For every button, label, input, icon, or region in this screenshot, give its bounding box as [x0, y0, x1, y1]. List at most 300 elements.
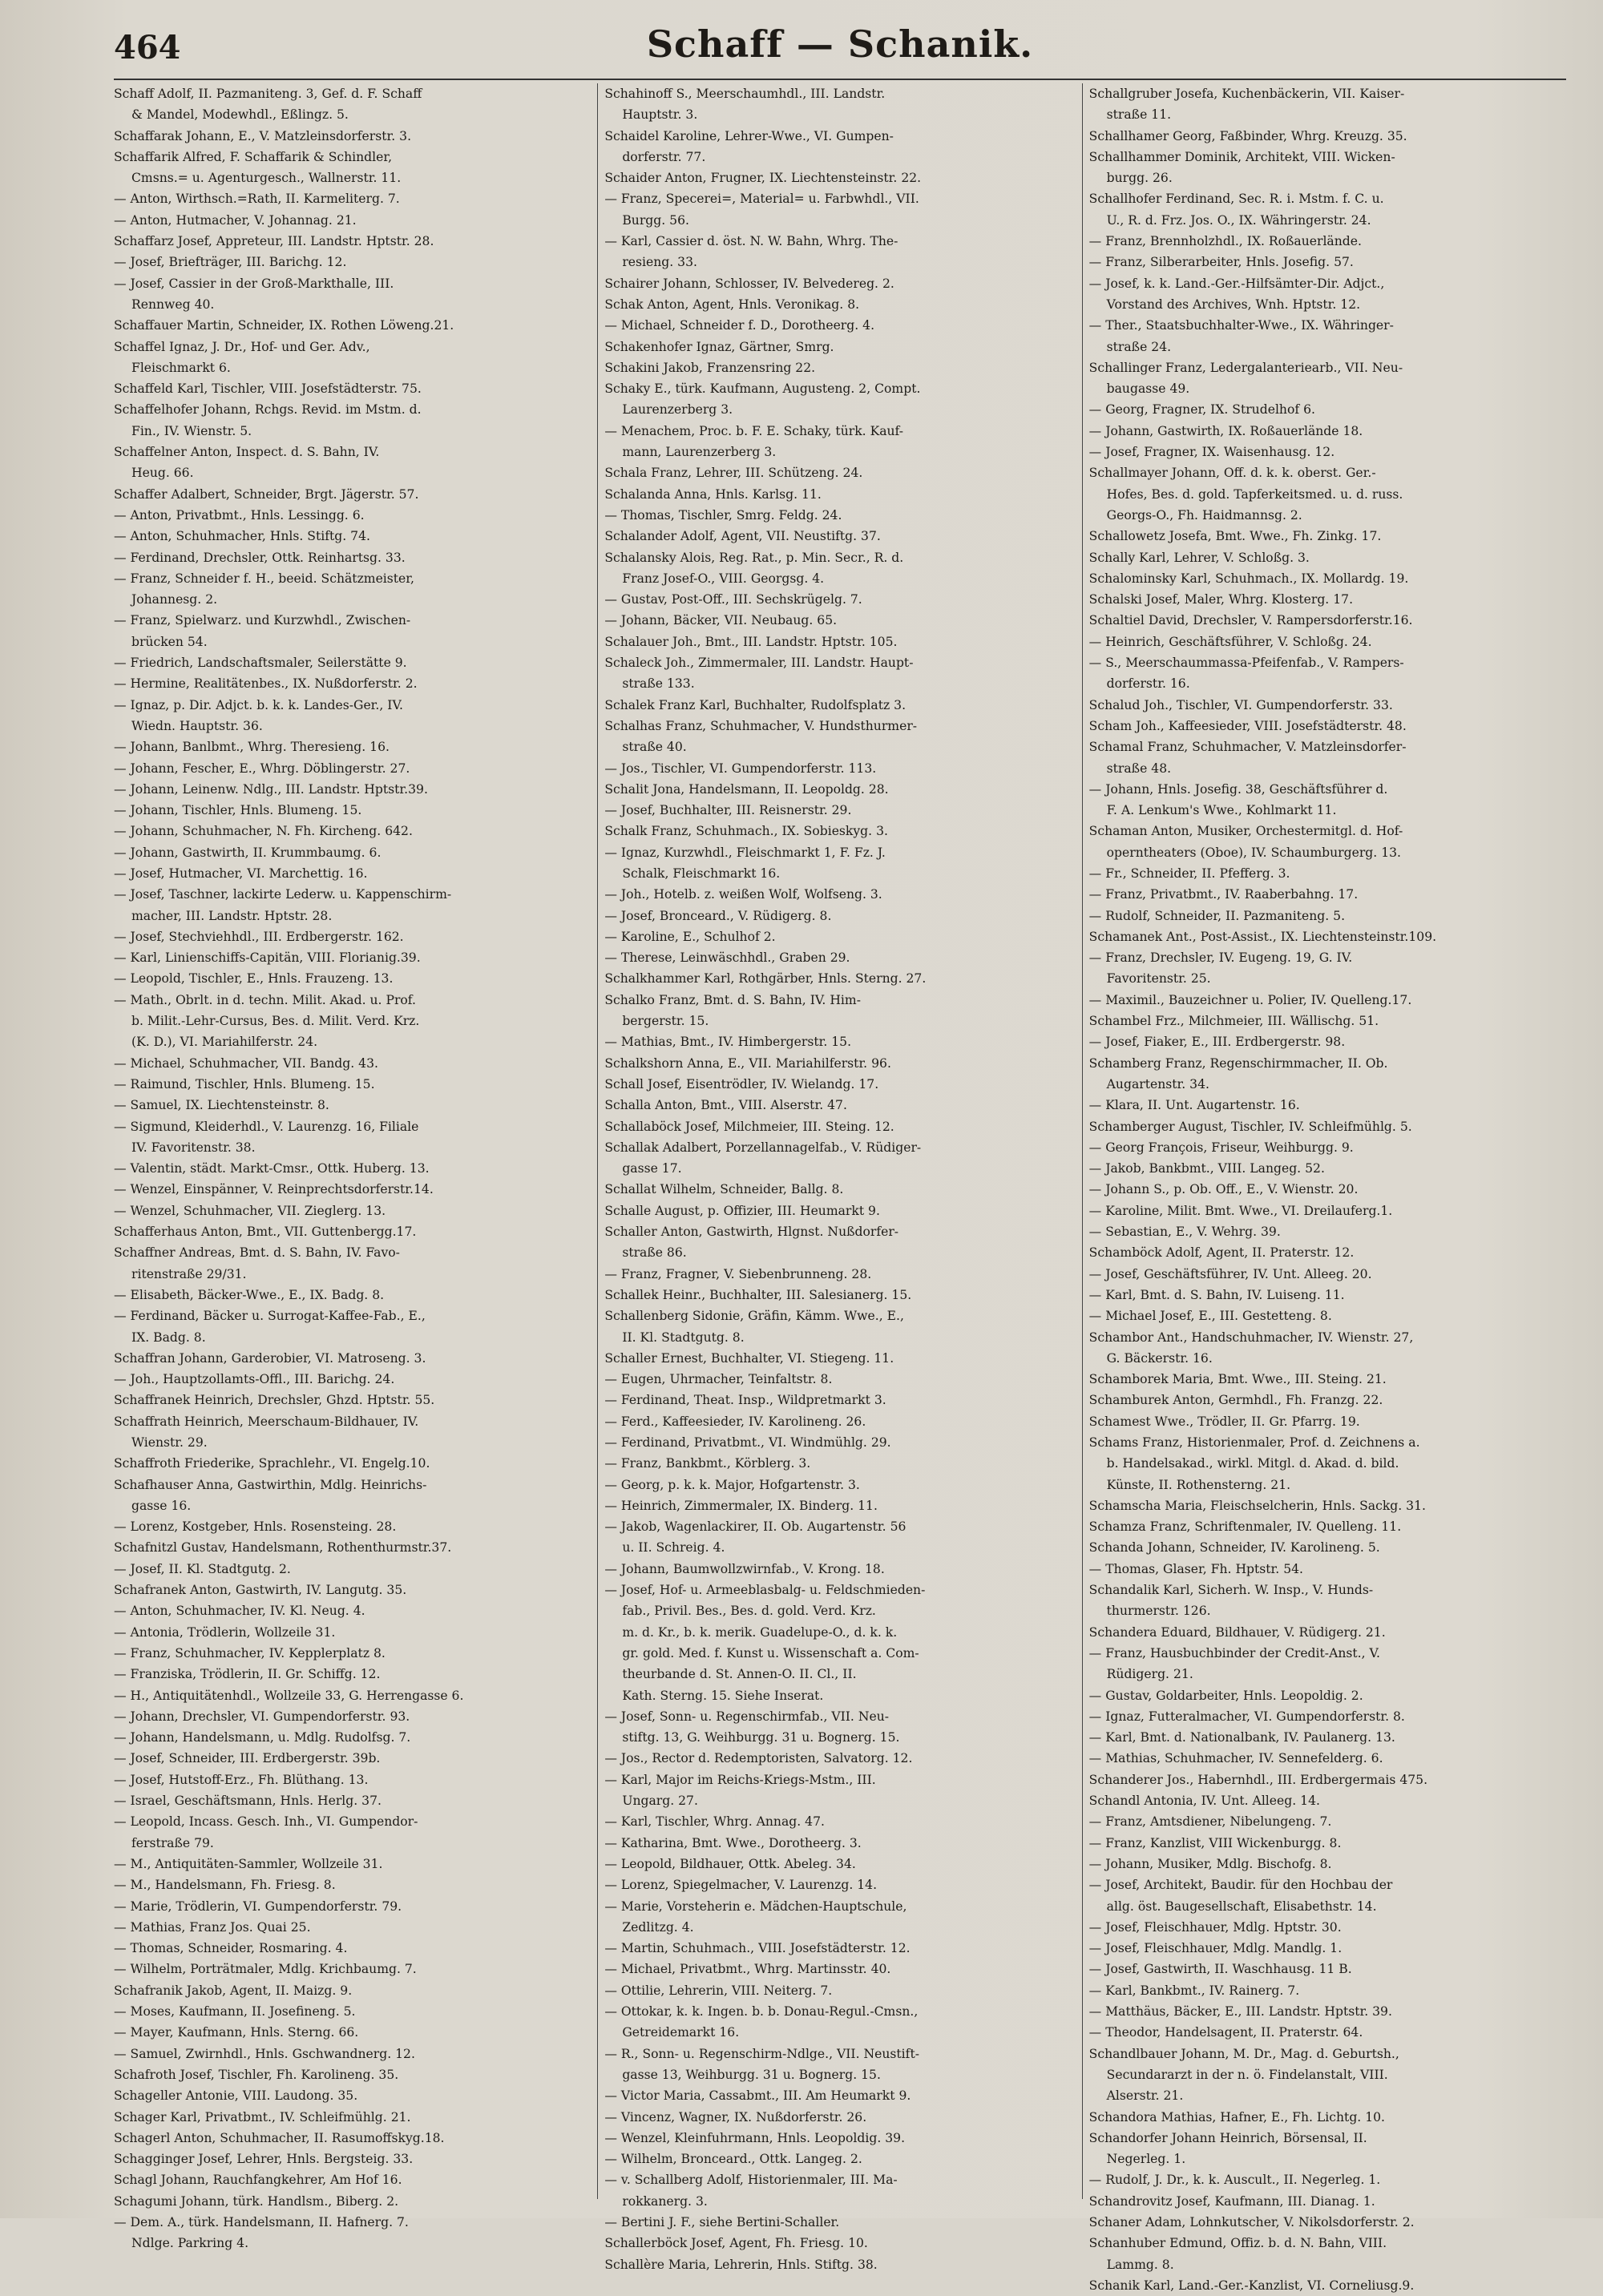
directory-entry-line: — Ferdinand, Bäcker u. Surrogat-Kaffee-Fab., E.,: [114, 1309, 426, 1324]
directory-entry-line: Schamal Franz, Schuhmacher, V. Matzleinsdorfer-: [1088, 740, 1407, 755]
directory-entry-line: (K. D.), VI. Mariahilferstr. 24.: [131, 1035, 318, 1050]
directory-entry-line: — Franz, Drechsler, IV. Eugeng. 19, G. IV.: [1088, 950, 1353, 966]
directory-entry-line: — Wenzel, Schuhmacher, VII. Zieglerg. 13.: [114, 1203, 386, 1218]
directory-entry-line: Zedlitzg. 4.: [622, 1919, 694, 1935]
directory-entry-line: Schallaböck Josef, Milchmeier, III. Steing. 12.: [604, 1119, 894, 1134]
directory-entry-line: Schallat Wilhelm, Schneider, Ballg. 8.: [604, 1182, 844, 1197]
directory-entry-line: Schafranek Anton, Gastwirth, IV. Langutg. 35.: [114, 1583, 407, 1598]
directory-entry-line: Lammg. 8.: [1106, 2257, 1174, 2272]
directory-entry-line: — Georg, p. k. k. Major, Hofgartenstr. 3.: [604, 1477, 860, 1492]
directory-entry-line: Schambor Ant., Handschuhmacher, IV. Wienstr. 27,: [1088, 1330, 1414, 1345]
directory-entry-line: Schallowetz Josefa, Bmt. Wwe., Fh. Zinkg. 17.: [1088, 529, 1382, 544]
directory-entry-line: Schandora Mathias, Hafner, E., Fh. Lichtg. 10.: [1088, 2109, 1386, 2125]
directory-entry-line: Schalko Franz, Bmt. d. S. Bahn, IV. Him-: [604, 992, 861, 1007]
directory-entry-line: — Johann, Fescher, E., Whrg. Döblingerstr. 27.: [114, 761, 410, 776]
directory-entry-line: Schafroth Josef, Tischler, Fh. Karolineng. 35.: [114, 2067, 399, 2082]
directory-entry-line: Schallhofer Ferdinand, Sec. R. i. Mstm. f. C. u.: [1088, 192, 1384, 207]
directory-entry-line: m. d. Kr., b. k. merik. Guadelupe-O., d. k. k.: [622, 1624, 898, 1640]
directory-entry-line: Schanhuber Edmund, Offiz. b. d. N. Bahn, VIII.: [1088, 2236, 1387, 2251]
directory-entry-line: — Josef, Hof- u. Armeeblasbalg- u. Feldschmieden-: [604, 1583, 926, 1598]
directory-entry-line: Schaller Ernest, Buchhalter, VI. Stiegeng. 11.: [604, 1350, 894, 1366]
directory-entry-line: Schandalik Karl, Sicherh. W. Insp., V. Hunds-: [1088, 1583, 1374, 1598]
directory-entry-line: — Karoline, Milit. Bmt. Wwe., VI. Dreilauferg.1.: [1088, 1203, 1393, 1218]
directory-entry-line: — Thomas, Schneider, Rosmaring. 4.: [114, 1941, 348, 1956]
directory-entry-line: Schaman Anton, Musiker, Orchestermitgl. d. Hof-: [1088, 824, 1403, 839]
directory-columns: [114, 83, 1566, 2293]
directory-entry-line: — Theodor, Handelsagent, II. Praterstr. 64.: [1088, 2025, 1363, 2040]
directory-entry-line: Schakenhofer Ignaz, Gärtner, Smrg.: [604, 339, 834, 354]
directory-entry-line: — Gustav, Post-Off., III. Sechskrügelg. 7.: [604, 592, 862, 607]
directory-entry-line: Rennweg 40.: [131, 297, 215, 312]
directory-entry-line: — Ferdinand, Theat. Insp., Wildpretmarkt 3.: [604, 1393, 886, 1408]
directory-entry-line: — Wilhelm, Porträtmaler, Mdlg. Krichbaumg. 7.: [114, 1962, 417, 1977]
directory-entry-line: Schallmayer Johann, Off. d. k. k. oberst. Ger.-: [1088, 466, 1376, 481]
directory-entry-line: — Franz, Silberarbeiter, Hnls. Josefig. 57.: [1088, 255, 1354, 270]
directory-entry-line: — H., Antiquitätenhdl., Wollzeile 33, G. Herrengasse 6.: [114, 1688, 464, 1703]
directory-entry-line: — Johann, Bäcker, VII. Neubaug. 65.: [604, 613, 838, 628]
directory-entry-line: Wienstr. 29.: [131, 1435, 208, 1450]
directory-entry-line: ferstraße 79.: [131, 1835, 214, 1850]
directory-entry-line: — Josef, Geschäftsführer, IV. Unt. Alleeg. 20.: [1088, 1266, 1372, 1281]
directory-entry-line: Schaner Adam, Lohnkutscher, V. Nikolsdorferstr. 2.: [1088, 2214, 1415, 2229]
directory-entry-line: — Josef, II. Kl. Stadtgutg. 2.: [114, 1561, 291, 1576]
directory-entry-line: Schallenberg Sidonie, Gräfin, Kämm. Wwe., E.,: [604, 1309, 904, 1324]
directory-entry-line: dorferstr. 16.: [1106, 676, 1190, 692]
directory-entry-line: — Marie, Vorsteherin e. Mädchen-Hauptschule,: [604, 1899, 907, 1914]
directory-entry-line: — Franz, Schuhmacher, IV. Kepplerplatz 8.: [114, 1645, 386, 1660]
directory-entry-line: Schalit Jona, Handelsmann, II. Leopoldg. 28.: [604, 781, 889, 797]
directory-entry-line: — Dem. A., türk. Handelsmann, II. Hafnerg. 7.: [114, 2214, 409, 2229]
directory-entry-line: — Johann, Drechsler, VI. Gumpendorferstr. 93.: [114, 1709, 410, 1724]
directory-entry-line: Schalle August, p. Offizier, III. Heumarkt 9.: [604, 1203, 880, 1218]
directory-entry-line: — Franz, Fragner, V. Siebenbrunneng. 28.: [604, 1266, 872, 1281]
directory-entry-line: Schandorfer Johann Heinrich, Börsensal, II.: [1088, 2130, 1367, 2145]
directory-entry-line: straße 86.: [622, 1245, 687, 1261]
directory-entry-line: Schaff Adolf, II. Pazmaniteng. 3, Gef. d. F. Schaff: [114, 87, 422, 101]
directory-entry-line: II. Kl. Stadtgutg. 8.: [622, 1330, 745, 1345]
directory-entry-line: — Joh., Hauptzollamts-Offl., III. Barichg. 24.: [114, 1372, 395, 1387]
directory-entry-line: Schanik Karl, Land.-Ger.-Kanzlist, VI. Corneliusg.9.: [1088, 2278, 1415, 2293]
directory-entry-line: — Josef, Stechviehhdl., III. Erdbergerstr. 162.: [114, 929, 404, 944]
directory-entry-line: — Jakob, Bankbmt., VIII. Langeg. 52.: [1088, 1161, 1325, 1176]
directory-entry-line: — Lorenz, Spiegelmacher, V. Laurenzg. 14.: [604, 1878, 878, 1893]
directory-entry-line: — Josef, Fiaker, E., III. Erdbergerstr. 98.: [1088, 1035, 1346, 1050]
directory-entry-line: Schaltiel David, Drechsler, V. Rampersdorferstr.16.: [1088, 613, 1413, 628]
directory-entry-line: — Johann, Baumwollzwirnfab., V. Krong. 18.: [604, 1561, 885, 1576]
directory-entry-line: — Josef, Taschner, lackirte Lederw. u. Kappenschirm-: [114, 887, 452, 902]
directory-entry-line: Schamborek Maria, Bmt. Wwe., III. Steing. 21.: [1088, 1372, 1387, 1387]
column-left: [114, 83, 597, 2251]
directory-entry-line: Augartenstr. 34.: [1106, 1076, 1209, 1092]
directory-entry-line: Franz Josef-O., VIII. Georgsg. 4.: [622, 571, 825, 586]
directory-entry-line: Burgg. 56.: [622, 212, 689, 228]
directory-entry-line: Schamböck Adolf, Agent, II. Praterstr. 12.: [1088, 1245, 1355, 1261]
directory-entry-line: Wiedn. Hauptstr. 36.: [131, 718, 263, 733]
directory-entry-line: — Franziska, Trödlerin, II. Gr. Schiffg. 12.: [114, 1667, 381, 1682]
directory-entry-line: — Wenzel, Einspänner, V. Reinprechtsdorferstr.14.: [114, 1182, 434, 1197]
directory-entry-line: fab., Privil. Bes., Bes. d. gold. Verd. Krz.: [622, 1604, 876, 1619]
directory-entry-line: — Georg, Fragner, IX. Strudelhof 6.: [1088, 402, 1315, 418]
directory-entry-line: — Josef, Hutmacher, VI. Marchettig. 16.: [114, 866, 368, 881]
directory-entry-line: Schager Karl, Privatbmt., IV. Schleifmühlg. 21.: [114, 2109, 411, 2125]
header-rule: [114, 79, 1566, 80]
directory-entry-line: Negerleg. 1.: [1106, 2152, 1186, 2167]
directory-entry-line: b. Milit.-Lehr-Cursus, Bes. d. Milit. Verd. Krz.: [131, 1014, 420, 1029]
directory-entry-line: Schamscha Maria, Fleischselcherin, Hnls. Sackg. 31.: [1088, 1498, 1426, 1513]
directory-entry-line: Secundararzt in der n. ö. Findelanstalt, VIII.: [1106, 2067, 1388, 2082]
directory-entry-line: Schalk, Fleischmarkt 16.: [622, 866, 781, 881]
directory-entry-line: Heug. 66.: [131, 466, 194, 481]
directory-entry-line: — Karl, Tischler, Whrg. Annag. 47.: [604, 1814, 825, 1830]
directory-entry-line: — Anton, Schuhmacher, IV. Kl. Neug. 4.: [114, 1604, 365, 1619]
directory-entry-line: — Moses, Kaufmann, II. Josefineng. 5.: [114, 2004, 356, 2020]
directory-entry-line: Schalkhammer Karl, Rothgärber, Hnls. Sterng. 27.: [604, 971, 927, 987]
directory-entry-line: Schandlbauer Johann, M. Dr., Mag. d. Geburtsh.,: [1088, 2046, 1399, 2061]
directory-entry-line: — Sigmund, Kleiderhdl., V. Laurenzg. 16, Filiale: [114, 1119, 419, 1134]
directory-entry-line: Schakini Jakob, Franzensring 22.: [604, 360, 816, 375]
directory-entry-line: Schafranik Jakob, Agent, II. Maizg. 9.: [114, 1983, 353, 1998]
directory-entry-line: gasse 16.: [131, 1498, 192, 1513]
directory-entry-line: Schaller Anton, Gastwirth, Hlgnst. Nußdorfer-: [604, 1225, 899, 1240]
directory-entry-line: — Jos., Rector d. Redemptoristen, Salvatorg. 12.: [604, 1751, 913, 1766]
directory-entry-line: IX. Badg. 8.: [131, 1330, 206, 1345]
directory-entry-line: — Victor Maria, Cassabmt., III. Am Heumarkt 9.: [604, 2088, 911, 2104]
directory-entry-line: — Mayer, Kaufmann, Hnls. Sterng. 66.: [114, 2025, 359, 2040]
directory-entry-line: U., R. d. Frz. Jos. O., IX. Währingerstr. 24.: [1106, 212, 1371, 228]
directory-entry-line: — Bertini J. F., siehe Bertini-Schaller.: [604, 2214, 840, 2229]
directory-entry-line: Schalanda Anna, Hnls. Karlsg. 11.: [604, 486, 822, 502]
directory-entry-line: — Josef, Fragner, IX. Waisenhausg. 12.: [1088, 445, 1335, 460]
directory-entry-line: Scham Joh., Kaffeesieder, VIII. Josefstädterstr. 48.: [1088, 718, 1407, 733]
directory-entry-line: Laurenzerberg 3.: [622, 402, 733, 418]
directory-entry-line: mann, Laurenzerberg 3.: [622, 445, 777, 460]
directory-entry-line: — Johann, Leinenw. Ndlg., III. Landstr. Hptstr.39.: [114, 781, 428, 797]
column-right: [1082, 83, 1566, 2293]
directory-entry-line: — Franz, Schneider f. H., beeid. Schätzmeister,: [114, 571, 414, 586]
directory-entry-line: — R., Sonn- u. Regenschirm-Ndlge., VII. Neustift-: [604, 2046, 919, 2061]
directory-entry-line: — Ignaz, Kurzwhdl., Fleischmarkt 1, F. Fz. J.: [604, 845, 886, 860]
directory-entry-line: — Ferd., Kaffeesieder, IV. Karolineng. 26.: [604, 1414, 866, 1429]
directory-entry-line: Schafferhaus Anton, Bmt., VII. Guttenbergg.17.: [114, 1225, 417, 1240]
directory-entry-line: Schaffeld Karl, Tischler, VIII. Josefstädterstr. 75.: [114, 381, 422, 397]
directory-entry-line: — Ottilie, Lehrerin, VIII. Neiterg. 7.: [604, 1983, 833, 1998]
directory-entry-line: Schaffner Andreas, Bmt. d. S. Bahn, IV. Favo-: [114, 1245, 400, 1261]
directory-entry-line: Cmsns.= u. Agenturgesch., Wallnerstr. 11.: [131, 171, 402, 186]
directory-entry-line: Schalud Joh., Tischler, VI. Gumpendorferstr. 33.: [1088, 697, 1393, 712]
directory-entry-line: ritenstraße 29/31.: [131, 1266, 247, 1281]
directory-entry-line: — Johann, Banlbmt., Whrg. Theresieng. 16.: [114, 740, 390, 755]
directory-entry-line: — Sebastian, E., V. Wehrg. 39.: [1088, 1225, 1281, 1240]
directory-entry-line: — Math., Obrlt. in d. techn. Milit. Akad. u. Prof.: [114, 992, 416, 1007]
directory-entry-line: — Franz, Spielwarz. und Kurzwhdl., Zwischen-: [114, 613, 411, 628]
directory-entry-line: Schams Franz, Historienmaler, Prof. d. Zeichnens a.: [1088, 1435, 1420, 1450]
directory-entry-line: Schamza Franz, Schriftenmaler, IV. Quelleng. 11.: [1088, 1519, 1402, 1535]
directory-entry-line: — Marie, Trödlerin, VI. Gumpendorferstr. 79.: [114, 1899, 402, 1914]
directory-entry-line: Schallinger Franz, Ledergalanteriearb., VII. Neu-: [1088, 360, 1403, 375]
directory-entry-line: Schagl Johann, Rauchfangkehrer, Am Hof 16.: [114, 2173, 402, 2188]
directory-entry-line: — Josef, k. k. Land.-Ger.-Hilfsämter-Dir. Adjct.,: [1088, 276, 1385, 291]
directory-entry-line: Schaffelner Anton, Inspect. d. S. Bahn, IV.: [114, 445, 380, 460]
directory-entry-line: Schalansky Alois, Reg. Rat., p. Min. Secr., R. d.: [604, 550, 904, 565]
directory-entry-line: Schallhammer Dominik, Architekt, VIII. Wicken-: [1088, 149, 1395, 164]
running-title: Schaff — Schanik.: [646, 22, 1034, 66]
directory-entry-line: Schak Anton, Agent, Hnls. Veronikag. 8.: [604, 297, 860, 312]
directory-entry-line: Schallek Heinr., Buchhalter, III. Salesianerg. 15.: [604, 1287, 912, 1302]
directory-entry-line: — Fr., Schneider, II. Pfefferg. 3.: [1088, 866, 1290, 881]
directory-entry-line: Fin., IV. Wienstr. 5.: [131, 423, 252, 438]
directory-entry-line: Schallgruber Josefa, Kuchenbäckerin, VII. Kaiser-: [1088, 87, 1405, 101]
directory-entry-line: Schandrovitz Josef, Kaufmann, III. Dianag. 1.: [1088, 2193, 1375, 2209]
directory-entry-line: — Josef, Schneider, III. Erdbergerstr. 39b.: [114, 1751, 381, 1766]
directory-entry-line: Favoritenstr. 25.: [1106, 971, 1211, 987]
directory-entry-line: Schageller Antonie, VIII. Laudong. 35.: [114, 2088, 358, 2104]
directory-entry-line: — Friedrich, Landschaftsmaler, Seilerstätte 9.: [114, 656, 407, 671]
directory-entry-line: Schaleck Joh., Zimmermaler, III. Landstr. Haupt-: [604, 656, 914, 671]
directory-entry-line: u. II. Schreig. 4.: [622, 1540, 725, 1556]
directory-entry-line: — Wilhelm, Bronceard., Ottk. Langeg. 2.: [604, 2152, 862, 2167]
directory-entry-line: Schalhas Franz, Schuhmacher, V. Hundsthurmer-: [604, 718, 918, 733]
directory-entry-line: bergerstr. 15.: [622, 1014, 709, 1029]
directory-entry-line: straße 40.: [622, 740, 687, 755]
directory-entry-line: — Vincenz, Wagner, IX. Nußdorferstr. 26.: [604, 2109, 867, 2125]
directory-entry-line: Schalander Adolf, Agent, VII. Neustiftg. 37.: [604, 529, 881, 544]
directory-entry-line: Schaffelhofer Johann, Rchgs. Revid. im Mstm. d.: [114, 402, 422, 418]
directory-entry-line: Schaky E., türk. Kaufmann, Augusteng. 2, Compt.: [604, 381, 921, 397]
directory-entry-line: gr. gold. Med. f. Kunst u. Wissenschaft a. Com-: [622, 1645, 919, 1660]
directory-entry-line: burgg. 26.: [1106, 171, 1173, 186]
directory-entry-line: Schaffel Ignaz, J. Dr., Hof- und Ger. Adv.,: [114, 339, 370, 354]
page-header: [114, 22, 1566, 79]
directory-entry-line: Schaffran Johann, Garderobier, VI. Matroseng. 3.: [114, 1350, 426, 1366]
directory-entry-line: Schagginger Josef, Lehrer, Hnls. Bergsteig. 33.: [114, 2152, 414, 2167]
directory-entry-line: Schafhauser Anna, Gastwirthin, Mdlg. Heinrichs-: [114, 1477, 427, 1492]
directory-entry-line: — Anton, Wirthsch.=Rath, II. Karmeliterg. 7.: [114, 192, 400, 207]
directory-entry-line: — Heinrich, Geschäftsführer, V. Schloßg. 24.: [1088, 634, 1372, 649]
directory-entry-line: resieng. 33.: [622, 255, 697, 270]
directory-entry-line: — Franz, Hausbuchbinder der Credit-Anst., V.: [1088, 1645, 1381, 1660]
directory-entry-line: Schaffarik Alfred, F. Schaffarik & Schindler,: [114, 149, 393, 164]
directory-entry-line: — Karl, Bmt. d. S. Bahn, IV. Luiseng. 11.: [1088, 1287, 1345, 1302]
directory-entry-line: Schallhamer Georg, Faßbinder, Whrg. Kreuzg. 35.: [1088, 128, 1407, 143]
directory-entry-line: — Menachem, Proc. b. F. E. Schaky, türk. Kauf-: [604, 423, 904, 438]
directory-entry-line: — Leopold, Incass. Gesch. Inh., VI. Gumpendor-: [114, 1814, 418, 1830]
directory-entry-line: — Hermine, Realitätenbes., IX. Nußdorferstr. 2.: [114, 676, 418, 692]
directory-entry-line: — Johann S., p. Ob. Off., E., V. Wienstr. 20.: [1088, 1182, 1359, 1197]
directory-entry-line: — Samuel, IX. Liechtensteinstr. 8.: [114, 1098, 329, 1113]
directory-entry-line: — Michael, Privatbmt., Whrg. Martinsstr. 40.: [604, 1962, 891, 1977]
directory-entry-line: rokkanerg. 3.: [622, 2193, 708, 2209]
directory-entry-line: Schallerböck Josef, Agent, Fh. Friesg. 10.: [604, 2236, 868, 2251]
directory-entry-line: Ungarg. 27.: [622, 1794, 698, 1809]
directory-entry-line: — Josef, Fleischhauer, Mdlg. Hptstr. 30.: [1088, 1919, 1342, 1935]
directory-entry-line: operntheaters (Oboe), IV. Schaumburgerg. 13.: [1106, 845, 1401, 860]
directory-entry-line: Schalauer Joh., Bmt., III. Landstr. Hptstr. 105.: [604, 634, 898, 649]
directory-entry-line: Georgs-O., Fh. Haidmannsg. 2.: [1106, 507, 1302, 523]
directory-entry-line: Schahinoff S., Meerschaumhdl., III. Landstr.: [604, 87, 886, 101]
directory-entry-line: — Johann, Handelsmann, u. Mdlg. Rudolfsg. 7.: [114, 1730, 411, 1745]
directory-entry-line: F. A. Lenkum's Wwe., Kohlmarkt 11.: [1106, 803, 1337, 818]
directory-entry-line: — Franz, Bankbmt., Körblerg. 3.: [604, 1456, 811, 1471]
directory-entry-line: Künste, II. Rothensterng. 21.: [1106, 1477, 1291, 1492]
directory-entry-line: — Josef, Sonn- u. Regenschirmfab., VII. Neu-: [604, 1709, 890, 1724]
directory-entry-line: — Johann, Hnls. Josefig. 38, Geschäftsführer d.: [1088, 781, 1388, 797]
directory-entry-line: Schambel Frz., Milchmeier, III. Wällischg. 51.: [1088, 1014, 1379, 1029]
directory-entry-line: Schamburek Anton, Germhdl., Fh. Franzg. 22.: [1088, 1393, 1383, 1408]
directory-entry-line: — Karl, Bmt. d. Nationalbank, IV. Paulanerg. 13.: [1088, 1730, 1395, 1745]
directory-entry-line: — Raimund, Tischler, Hnls. Blumeng. 15.: [114, 1076, 375, 1092]
directory-entry-line: — Michael, Schuhmacher, VII. Bandg. 43.: [114, 1055, 378, 1071]
directory-entry-line: straße 24.: [1106, 339, 1172, 354]
directory-entry-line: & Mandel, Modewhdl., Eßlingz. 5.: [131, 107, 349, 123]
directory-entry-line: Schallère Maria, Lehrerin, Hnls. Stiftg. 38.: [604, 2257, 878, 2272]
directory-entry-line: — Franz, Privatbmt., IV. Raaberbahng. 17.: [1088, 887, 1359, 902]
directory-entry-line: straße 11.: [1106, 107, 1172, 123]
directory-entry-line: — Franz, Specerei=, Material= u. Farbwhdl., VII.: [604, 192, 919, 207]
directory-entry-line: — Thomas, Tischler, Smrg. Feldg. 24.: [604, 507, 842, 523]
directory-entry-line: — Therese, Leinwäschhdl., Graben 29.: [604, 950, 850, 966]
directory-entry-line: stiftg. 13, G. Weihburgg. 31 u. Bognerg. 15.: [622, 1730, 900, 1745]
directory-entry-line: — Josef, Fleischhauer, Mdlg. Mandlg. 1.: [1088, 1941, 1343, 1956]
directory-entry-line: Schalski Josef, Maler, Whrg. Klosterg. 17.: [1088, 592, 1354, 607]
directory-entry-line: straße 48.: [1106, 761, 1172, 776]
directory-entry-line: allg. öst. Baugesellschaft, Elisabethstr. 14.: [1106, 1899, 1377, 1914]
directory-entry-line: — Anton, Hutmacher, V. Johannag. 21.: [114, 212, 357, 228]
directory-entry-line: theurbande d. St. Annen-O. II. Cl., II.: [622, 1667, 857, 1682]
directory-entry-line: gasse 17.: [622, 1161, 682, 1176]
directory-entry-line: Schaffrath Heinrich, Meerschaum-Bildhauer, IV.: [114, 1414, 419, 1429]
directory-entry-line: — Heinrich, Zimmermaler, IX. Binderg. 11.: [604, 1498, 878, 1513]
directory-entry-line: — Michael Josef, E., III. Gestetteng. 8.: [1088, 1309, 1332, 1324]
directory-entry-line: Schalominsky Karl, Schuhmach., IX. Mollardg. 19.: [1088, 571, 1409, 586]
directory-entry-line: — v. Schallberg Adolf, Historienmaler, III. Ma-: [604, 2173, 898, 2188]
directory-entry-line: — Karl, Major im Reichs-Kriegs-Mstm., III.: [604, 1772, 876, 1787]
directory-entry-line: Schamberg Franz, Regenschirmmacher, II. Ob.: [1088, 1055, 1388, 1071]
directory-entry-line: — Klara, II. Unt. Augartenstr. 16.: [1088, 1098, 1300, 1113]
directory-entry-line: Schamberger August, Tischler, IV. Schleifmühlg. 5.: [1088, 1119, 1412, 1134]
column-middle: [597, 83, 1081, 2272]
directory-entry-line: — Maximil., Bauzeichner u. Polier, IV. Quelleng.17.: [1088, 992, 1412, 1007]
directory-entry-line: b. Handelsakad., wirkl. Mitgl. d. Akad. d. bild.: [1106, 1456, 1399, 1471]
directory-entry-line: — Franz, Amtsdiener, Nibelungeng. 7.: [1088, 1814, 1332, 1830]
directory-entry-line: — Josef, Bronceard., V. Rüdigerg. 8.: [604, 908, 832, 923]
directory-entry-line: — Rudolf, Schneider, II. Pazmaniteng. 5.: [1088, 908, 1346, 923]
directory-entry-line: — Rudolf, J. Dr., k. k. Auscult., II. Negerleg. 1.: [1088, 2173, 1381, 2188]
directory-entry-line: — Ferdinand, Drechsler, Ottk. Reinhartsg. 33.: [114, 550, 406, 565]
directory-entry-line: — Israel, Geschäftsmann, Hnls. Herlg. 37.: [114, 1794, 382, 1809]
directory-entry-line: thurmerstr. 126.: [1106, 1604, 1211, 1619]
directory-entry-line: Rüdigerg. 21.: [1106, 1667, 1193, 1682]
directory-entry-line: — Karl, Linienschiffs-Capitän, VIII. Florianig.39.: [114, 950, 421, 966]
directory-entry-line: Schalkshorn Anna, E., VII. Mariahilferstr. 96.: [604, 1055, 891, 1071]
directory-entry-line: Schamanek Ant., Post-Assist., IX. Liechtensteinstr.109.: [1088, 929, 1437, 944]
directory-entry-line: straße 133.: [622, 676, 695, 692]
directory-entry-line: — Thomas, Glaser, Fh. Hptstr. 54.: [1088, 1561, 1304, 1576]
directory-entry-line: Ndlge. Parkring 4.: [131, 2236, 249, 2251]
directory-entry-line: — Josef, Briefträger, III. Barichg. 12.: [114, 255, 347, 270]
directory-entry-line: — Karl, Cassier d. öst. N. W. Bahn, Whrg. The-: [604, 234, 898, 249]
directory-entry-line: — Franz, Kanzlist, VIII Wickenburgg. 8.: [1088, 1835, 1342, 1850]
directory-entry-line: IV. Favoritenstr. 38.: [131, 1140, 256, 1155]
directory-entry-line: — Josef, Buchhalter, III. Reisnerstr. 29.: [604, 803, 852, 818]
directory-entry-line: — Johann, Tischler, Hnls. Blumeng. 15.: [114, 803, 362, 818]
directory-entry-line: — Eugen, Uhrmacher, Teinfaltstr. 8.: [604, 1372, 833, 1387]
directory-entry-line: Hauptstr. 3.: [622, 107, 698, 123]
directory-entry-line: Schaffarz Josef, Appreteur, III. Landstr. Hptstr. 28.: [114, 234, 434, 249]
directory-entry-line: Schaider Anton, Frugner, IX. Liechtensteinstr. 22.: [604, 171, 922, 186]
directory-entry-line: — Samuel, Zwirnhdl., Hnls. Gschwandnerg. 12.: [114, 2046, 415, 2061]
directory-entry-line: — Leopold, Bildhauer, Ottk. Abeleg. 34.: [604, 1856, 856, 1871]
directory-entry-line: Schala Franz, Lehrer, III. Schützeng. 24.: [604, 466, 863, 481]
directory-entry-line: G. Bäckerstr. 16.: [1106, 1350, 1213, 1366]
page-number: 464: [114, 29, 181, 67]
directory-entry-line: Schaffauer Martin, Schneider, IX. Rothen Löweng.21.: [114, 318, 454, 333]
directory-entry-line: — Leopold, Tischler, E., Hnls. Frauzeng. 13.: [114, 971, 394, 987]
directory-entry-line: Alserstr. 21.: [1106, 2088, 1184, 2104]
directory-entry-line: — M., Antiquitäten-Sammler, Wollzeile 31.: [114, 1856, 383, 1871]
directory-entry-line: Schagumi Johann, türk. Handlsm., Biberg. 2.: [114, 2193, 399, 2209]
directory-entry-line: macher, III. Landstr. Hptstr. 28.: [131, 908, 333, 923]
directory-entry-line: Kath. Sterng. 15. Siehe Inserat.: [622, 1688, 824, 1703]
directory-entry-line: Schalek Franz Karl, Buchhalter, Rudolfsplatz 3.: [604, 697, 906, 712]
directory-entry-line: — Johann, Gastwirth, II. Krummbaumg. 6.: [114, 845, 382, 860]
directory-entry-line: — Josef, Architekt, Baudir. für den Hochbau der: [1088, 1878, 1393, 1893]
directory-entry-line: Fleischmarkt 6.: [131, 360, 231, 375]
directory-entry-line: Schaffarak Johann, E., V. Matzleinsdorferstr. 3.: [114, 128, 412, 143]
directory-entry-line: — Jos., Tischler, VI. Gumpendorferstr. 113.: [604, 761, 877, 776]
directory-entry-line: Schamest Wwe., Trödler, II. Gr. Pfarrg. 19.: [1088, 1414, 1360, 1429]
directory-entry-line: — Josef, Gastwirth, II. Waschhausg. 11 B.: [1088, 1962, 1352, 1977]
directory-entry-line: — Ignaz, p. Dir. Adjct. b. k. k. Landes-Ger., IV.: [114, 697, 403, 712]
directory-entry-line: — Anton, Privatbmt., Hnls. Lessingg. 6.: [114, 507, 365, 523]
directory-entry-line: Schaffranek Heinrich, Drechsler, Ghzd. Hptstr. 55.: [114, 1393, 435, 1408]
directory-entry-line: — Antonia, Trödlerin, Wollzeile 31.: [114, 1624, 336, 1640]
directory-entry-line: Schanda Johann, Schneider, IV. Karolineng. 5.: [1088, 1540, 1380, 1556]
directory-entry-line: — Franz, Brennholzhdl., IX. Roßauerlände.: [1088, 234, 1362, 249]
directory-entry-line: Schaffer Adalbert, Schneider, Brgt. Jägerstr. 57.: [114, 486, 419, 502]
directory-entry-line: — Joh., Hotelb. z. weißen Wolf, Wolfseng. 3.: [604, 887, 882, 902]
directory-entry-line: Vorstand des Archives, Wnh. Hptstr. 12.: [1106, 297, 1361, 312]
directory-entry-line: — Lorenz, Kostgeber, Hnls. Rosensteing. 28.: [114, 1519, 397, 1535]
directory-entry-line: Schall Josef, Eisentrödler, IV. Wielandg. 17.: [604, 1076, 879, 1092]
directory-entry-line: gasse 13, Weihburgg. 31 u. Bognerg. 15.: [622, 2067, 881, 2082]
directory-entry-line: dorferstr. 77.: [622, 149, 706, 164]
directory-entry-line: — Ther., Staatsbuchhalter-Wwe., IX. Währinger-: [1088, 318, 1394, 333]
directory-entry-line: Schally Karl, Lehrer, V. Schloßg. 3.: [1088, 550, 1310, 565]
directory-entry-line: — Johann, Musiker, Mdlg. Bischofg. 8.: [1088, 1856, 1332, 1871]
directory-entry-line: — Mathias, Franz Jos. Quai 25.: [114, 1919, 311, 1935]
directory-entry-line: — Martin, Schuhmach., VIII. Josefstädterstr. 12.: [604, 1941, 911, 1956]
directory-entry-line: — Katharina, Bmt. Wwe., Dorotheerg. 3.: [604, 1835, 862, 1850]
directory-entry-line: — Ignaz, Futteralmacher, VI. Gumpendorferstr. 8.: [1088, 1709, 1405, 1724]
directory-entry-line: — Ottokar, k. k. Ingen. b. b. Donau-Regul.-Cmsn.,: [604, 2004, 919, 2020]
directory-entry-line: Schaffroth Friederike, Sprachlehr., VI. Engelg.10.: [114, 1456, 430, 1471]
directory-entry-line: — Anton, Schuhmacher, Hnls. Stiftg. 74.: [114, 529, 370, 544]
directory-entry-line: — Ferdinand, Privatbmt., VI. Windmühlg. 29.: [604, 1435, 891, 1450]
directory-entry-line: — M., Handelsmann, Fh. Friesg. 8.: [114, 1878, 336, 1893]
directory-entry-line: Schalk Franz, Schuhmach., IX. Sobieskyg. 3.: [604, 824, 888, 839]
directory-entry-line: — Karoline, E., Schulhof 2.: [604, 929, 776, 944]
directory-entry-line: — Mathias, Schuhmacher, IV. Sennefelderg. 6.: [1088, 1751, 1383, 1766]
directory-entry-line: Hofes, Bes. d. gold. Tapferkeitsmed. u. d. russ.: [1106, 486, 1403, 502]
directory-entry-line: Schagerl Anton, Schuhmacher, II. Rasumoffskyg.18.: [114, 2130, 445, 2145]
directory-entry-line: — Georg François, Friseur, Weihburgg. 9.: [1088, 1140, 1354, 1155]
directory-entry-line: Schanderer Jos., Habernhdl., III. Erdbergermais 475.: [1088, 1772, 1428, 1787]
directory-entry-line: Getreidemarkt 16.: [622, 2025, 740, 2040]
directory-entry-line: baugasse 49.: [1106, 381, 1190, 397]
directory-entry-line: — Karl, Bankbmt., IV. Rainerg. 7.: [1088, 1983, 1300, 1998]
directory-entry-line: — Wenzel, Kleinfuhrmann, Hnls. Leopoldig. 39.: [604, 2130, 906, 2145]
directory-entry-line: — Elisabeth, Bäcker-Wwe., E., IX. Badg. 8.: [114, 1287, 385, 1302]
